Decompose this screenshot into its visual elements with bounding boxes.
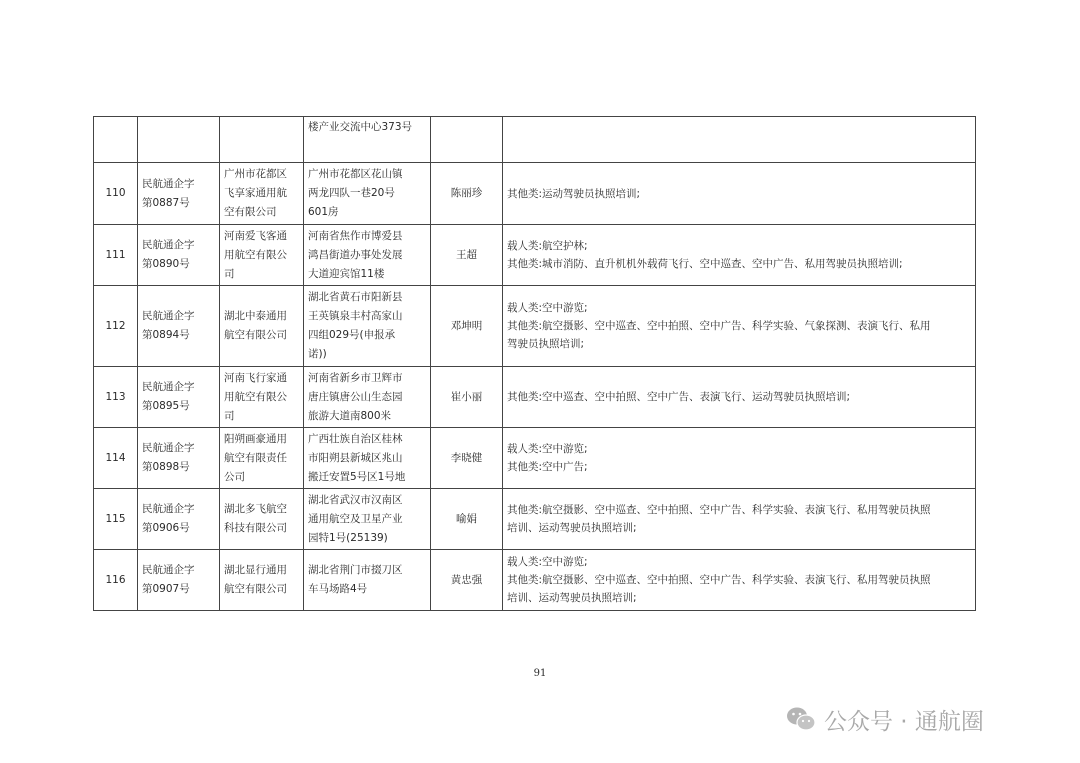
cell-company xyxy=(220,550,304,611)
cell-line: 诺)) xyxy=(308,348,327,360)
cell-line: 民航通企字 xyxy=(142,564,195,576)
cell-text: 113 xyxy=(105,390,126,403)
cell-contact xyxy=(431,286,503,367)
cell-scope xyxy=(503,286,976,367)
cell-license xyxy=(138,550,220,611)
cell-company xyxy=(220,489,304,550)
cell-address xyxy=(304,428,431,489)
cell-address xyxy=(304,550,431,611)
cell-text: 115 xyxy=(105,512,126,525)
table-row xyxy=(94,225,976,286)
cell-line: 搬迁安置5号区1号地 xyxy=(308,470,406,483)
cell-line: 湖北中泰通用 xyxy=(224,310,287,322)
cell-number xyxy=(94,550,138,611)
cell-line: 载人类:航空护林; xyxy=(507,240,588,252)
cell-scope xyxy=(503,163,976,225)
cell-scope xyxy=(503,225,976,286)
cell-line: 鸿昌街道办事处发展 xyxy=(308,248,403,261)
cell-line: 市阳朔县新城区兆山 xyxy=(308,451,403,464)
cell-line: 阳朔画豪通用 xyxy=(224,432,287,445)
cell-address xyxy=(304,367,431,428)
cell-text: 喻娟 xyxy=(456,512,477,525)
cell-license xyxy=(138,286,220,367)
cell-line: 航空有限公司 xyxy=(224,329,287,341)
cell-text: 116 xyxy=(105,573,126,586)
cell-line: 其他类:航空摄影、空中巡查、空中拍照、空中广告、科学实验、表演飞行、私用驾驶员执照 xyxy=(507,574,931,586)
cell-company xyxy=(220,428,304,489)
cell-line: 湖北显行通用 xyxy=(224,564,287,576)
cell-text: 崔小丽 xyxy=(450,390,483,403)
cell-line: 航空有限责任 xyxy=(224,451,287,464)
cell-company xyxy=(220,225,304,286)
cell-line: 培训、运动驾驶员执照培训; xyxy=(507,522,637,534)
cell-text: 王超 xyxy=(456,248,477,261)
cell-company xyxy=(220,117,304,163)
cell-contact xyxy=(431,489,503,550)
cell-line: 民航通企字 xyxy=(142,177,195,190)
cell-contact xyxy=(431,225,503,286)
cell-line: 旅游大道南800米 xyxy=(308,409,392,422)
cell-line: 其他类:航空摄影、空中巡查、空中拍照、空中广告、科学实验、表演飞行、私用驾驶员执照 xyxy=(507,504,931,516)
cell-license xyxy=(138,428,220,489)
cell-text: 邓坤明 xyxy=(450,319,483,332)
cell-line: 广州市花都区花山镇 xyxy=(308,168,403,180)
table-row xyxy=(94,163,976,225)
cell-number xyxy=(94,163,138,225)
cell-line: 大道迎宾馆11楼 xyxy=(308,267,385,280)
cell-license xyxy=(138,163,220,225)
cell-line: 其他类:城市消防、直升机机外载荷飞行、空中巡查、空中广告、私用驾驶员执照培训; xyxy=(507,258,903,270)
cell-line: 公司 xyxy=(224,470,245,483)
cell-line: 其他类:运动驾驶员执照培训; xyxy=(507,187,641,200)
cell-line: 司 xyxy=(224,267,235,280)
cell-company xyxy=(220,367,304,428)
cell-line: 湖北多飞航空 xyxy=(224,503,287,515)
cell-line: 601房 xyxy=(308,206,339,218)
cell-number xyxy=(94,117,138,163)
cell-text: 李晓健 xyxy=(450,451,483,464)
cell-text: 111 xyxy=(105,248,126,261)
cell-line: 唐庄镇唐公山生态园 xyxy=(308,390,403,403)
cell-scope xyxy=(503,489,976,550)
cell-line: 河南飞行家通 xyxy=(224,371,287,384)
cell-number xyxy=(94,286,138,367)
cell-line: 其他类:空中广告; xyxy=(507,461,588,473)
table-row xyxy=(94,367,976,428)
table-row xyxy=(94,286,976,367)
cell-contact xyxy=(431,163,503,225)
table-row xyxy=(94,550,976,611)
watermark-text: 公众号 · 通航圈 xyxy=(824,708,984,735)
cell-number xyxy=(94,225,138,286)
registry-table xyxy=(93,116,976,611)
cell-contact xyxy=(431,550,503,611)
cell-line: 培训、运动驾驶员执照培训; xyxy=(507,592,637,604)
wechat-icon xyxy=(786,706,816,732)
cell-text: 黄忠强 xyxy=(450,573,483,586)
cell-scope xyxy=(503,550,976,611)
cell-line: 司 xyxy=(224,409,235,422)
cell-text: 114 xyxy=(105,451,126,464)
cell-scope xyxy=(503,428,976,489)
cell-line: 飞享家通用航 xyxy=(224,187,287,199)
cell-company xyxy=(220,163,304,225)
cell-text: 110 xyxy=(105,187,126,199)
cell-text: 112 xyxy=(105,319,126,332)
cell-line: 第0890号 xyxy=(142,258,190,270)
cell-line: 园特1号(25139) xyxy=(308,531,388,544)
cell-line: 河南爱飞客通 xyxy=(224,229,287,242)
cell-address xyxy=(304,163,431,225)
cell-line: 第0907号 xyxy=(142,583,190,595)
cell-line: 科技有限公司 xyxy=(224,522,287,534)
cell-line: 载人类:空中游览; xyxy=(507,556,588,568)
cell-line: 用航空有限公 xyxy=(224,248,287,261)
cell-number xyxy=(94,428,138,489)
cell-line: 空有限公司 xyxy=(224,206,277,218)
cell-line: 用航空有限公 xyxy=(224,390,287,403)
cell-contact xyxy=(431,428,503,489)
cell-line: 广西壮族自治区桂林 xyxy=(308,432,403,445)
cell-line: 其他类:空中巡查、空中拍照、空中广告、表演飞行、运动驾驶员执照培训; xyxy=(507,391,851,403)
cell-line: 第0895号 xyxy=(142,400,190,412)
cell-line: 载人类:空中游览; xyxy=(507,443,588,455)
cell-line: 民航通企字 xyxy=(142,239,195,251)
cell-line: 河南省新乡市卫辉市 xyxy=(308,371,403,384)
cell-line: 湖北省黄石市阳新县 xyxy=(308,291,403,303)
cell-line: 广州市花都区 xyxy=(224,168,287,180)
cell-line: 民航通企字 xyxy=(142,310,195,322)
cell-address xyxy=(304,489,431,550)
cell-address xyxy=(304,225,431,286)
cell-line: 第0894号 xyxy=(142,329,190,341)
cell-line: 通用航空及卫星产业 xyxy=(308,512,403,525)
cell-line: 第0887号 xyxy=(142,196,190,209)
cell-line: 民航通企字 xyxy=(142,503,195,515)
cell-line: 其他类:航空摄影、空中巡查、空中拍照、空中广告、科学实验、气象探测、表演飞行、私用 xyxy=(507,320,931,332)
table-row xyxy=(94,117,976,163)
cell-line: 航空有限公司 xyxy=(224,583,287,595)
cell-line: 民航通企字 xyxy=(142,381,195,393)
cell-contact xyxy=(431,367,503,428)
cell-line: 第0906号 xyxy=(142,522,190,534)
cell-line: 楼产业交流中心373号 xyxy=(308,121,413,133)
registry-table-body xyxy=(94,117,976,611)
cell-line: 车马场路4号 xyxy=(308,583,368,595)
cell-number xyxy=(94,489,138,550)
cell-line: 两龙四队一巷20号 xyxy=(308,187,395,199)
cell-line: 湖北省武汉市汉南区 xyxy=(308,493,403,506)
cell-line: 四组029号(申报承 xyxy=(308,329,396,341)
cell-license xyxy=(138,225,220,286)
cell-line: 第0898号 xyxy=(142,461,190,473)
cell-license xyxy=(138,367,220,428)
cell-address xyxy=(304,286,431,367)
page-number: 91 xyxy=(533,668,547,679)
cell-line: 驾驶员执照培训; xyxy=(507,338,585,350)
table-row xyxy=(94,489,976,550)
cell-contact xyxy=(431,117,503,163)
cell-address xyxy=(304,117,431,163)
cell-company xyxy=(220,286,304,367)
cell-number xyxy=(94,367,138,428)
cell-line: 湖北省荆门市掇刀区 xyxy=(308,564,403,576)
cell-text: 陈丽珍 xyxy=(450,187,483,199)
cell-license xyxy=(138,117,220,163)
cell-license xyxy=(138,489,220,550)
cell-line: 载人类:空中游览; xyxy=(507,302,588,314)
cell-line: 民航通企字 xyxy=(142,442,195,454)
watermark xyxy=(786,700,984,738)
cell-scope xyxy=(503,367,976,428)
cell-line: 河南省焦作市博爱县 xyxy=(308,229,403,242)
cell-scope xyxy=(503,117,976,163)
cell-line: 王英镇泉丰村高家山 xyxy=(308,310,403,322)
table-row xyxy=(94,428,976,489)
